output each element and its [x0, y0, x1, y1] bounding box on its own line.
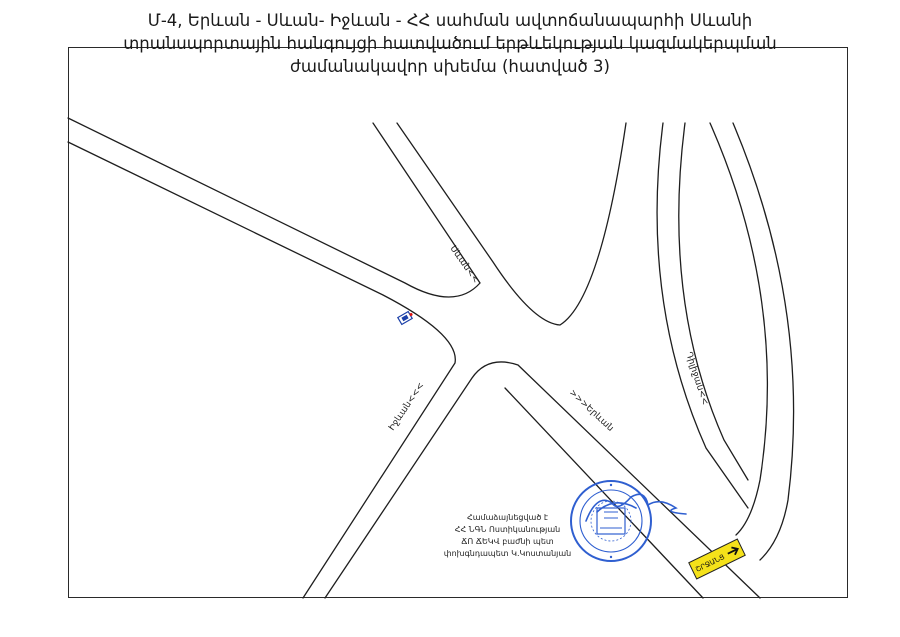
road-edge-upper-left-south: [68, 142, 455, 598]
approval-line-1: Համաձայնեցված է: [467, 513, 548, 522]
road-edge-arc-outer: [733, 123, 794, 560]
approval-line-3: ՃՈ ՃԵԿՎ բաժնի պետ: [461, 537, 554, 546]
police-post-icon: [398, 310, 415, 324]
road-edge-arc-inner: [710, 123, 767, 535]
road-label-yerevan: >>>Երևան: [566, 387, 616, 434]
approval-line-4: փոխգնդապետ Կ.Կոստանյան: [443, 549, 572, 558]
road-label-sevan: Սևան<<: [447, 243, 481, 286]
road-edge-upper-left-north: [68, 118, 480, 297]
road-label-dilijan: Դիլիջան<<: [683, 350, 710, 407]
title-line-2: տրանսպորտային հանգույցի հատվածում երթևեկության կազմակերպման: [123, 34, 777, 53]
approval-line-2: ՀՀ ՆԳՆ Ոստիկանության: [454, 525, 561, 534]
road-edge-dilijan-outer: [657, 123, 748, 508]
road-edge-dilijan-inner: [679, 123, 748, 480]
approval-note: [420, 512, 595, 560]
title-line-1: Մ-4, Երևան - Սևան- Իջևան - ՀՀ սահման ավտոճանապարհի Սևանի: [147, 11, 753, 30]
detour-sign: [689, 539, 745, 579]
detour-sign-label: ՇՐՋԱՆՑ: [694, 552, 727, 574]
title-line-3: ժամանակավոր սխեմա (հատված 3): [289, 57, 610, 76]
road-label-ijevan: Իջևան<<<: [387, 380, 427, 433]
